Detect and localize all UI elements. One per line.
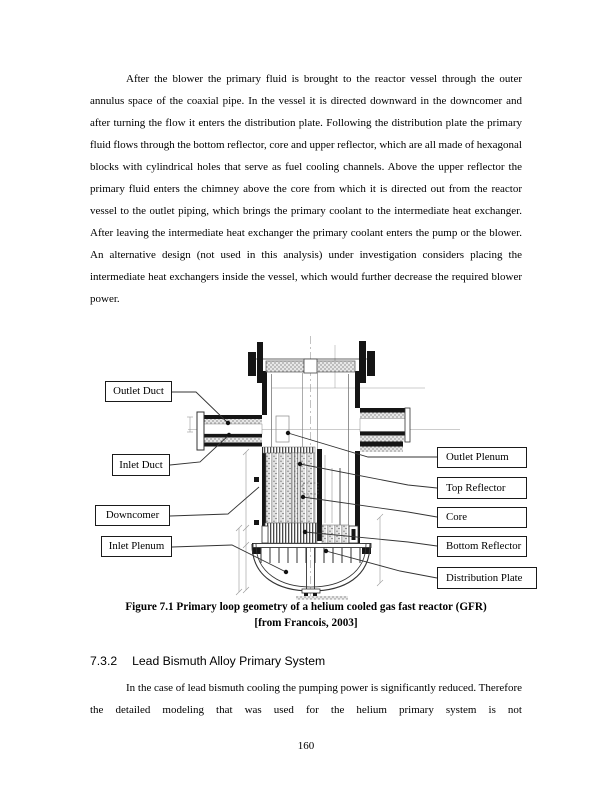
label-distribution-plate: Distribution Plate [437,567,537,589]
label-outlet-plenum: Outlet Plenum [437,447,527,468]
right-coaxial-duct [360,408,410,452]
chimney [276,373,318,453]
page-number: 160 [297,740,315,752]
distribution-plate-part [252,543,371,563]
label-bottom-reflector: Bottom Reflector [437,536,527,557]
paragraph-2: In the case of lead bismuth cooling the pumping power is significantly reduced. Therefore the detailed modeling that was used for the helium primary system is not [90,682,522,716]
paragraph-1: After the blower the primary fluid is brought to the reactor vessel through the outer annulus space of the coaxial pipe. In the vessel it is directed downward in the downcomer and after turning the flow it enters the distribution plate. Following the distribution plate the primary fluid flows through the bottom reflector, core and upper reflector, which are all made of hexagonal blocks with cylindrical holes that serve as fuel cooling channels. Above the upper reflector the primary fluid enters the chimney above the core from which it is directed out from the reactor vessel to the outlet piping, which brings the primary coolant to the intermediate heat exchanger. After leaving the intermediate heat exchanger the primary coolant enters the pump or the blower. An alternative design (not used in this analysis) under investigation considers placing the intermediate heat exchangers inside the vessel, which would further decrease the required blower power. [90,73,522,305]
bottom-reflector-region [262,523,358,543]
section-heading [90,654,522,668]
label-inlet-duct: Inlet Duct [112,454,170,476]
label-top-reflector: Top Reflector [437,477,527,499]
label-outlet-duct: Outlet Duct [105,381,172,402]
label-downcomer: Downcomer [95,505,170,526]
label-inlet-plenum: Inlet Plenum [101,536,172,557]
figure-caption [70,600,542,631]
section-number: 7.3.2 [90,654,118,668]
left-coaxial-duct [197,412,262,450]
figure-7-1 [0,330,612,602]
figure-caption-line1: Figure 7.1 Primary loop geometry of a helium cooled gas fast reactor (GFR) [125,601,487,613]
label-core: Core [437,507,527,528]
figure-caption-line2: [from Francois, 2003] [254,616,358,629]
section-title: Lead Bismuth Alloy Primary System [132,654,326,668]
